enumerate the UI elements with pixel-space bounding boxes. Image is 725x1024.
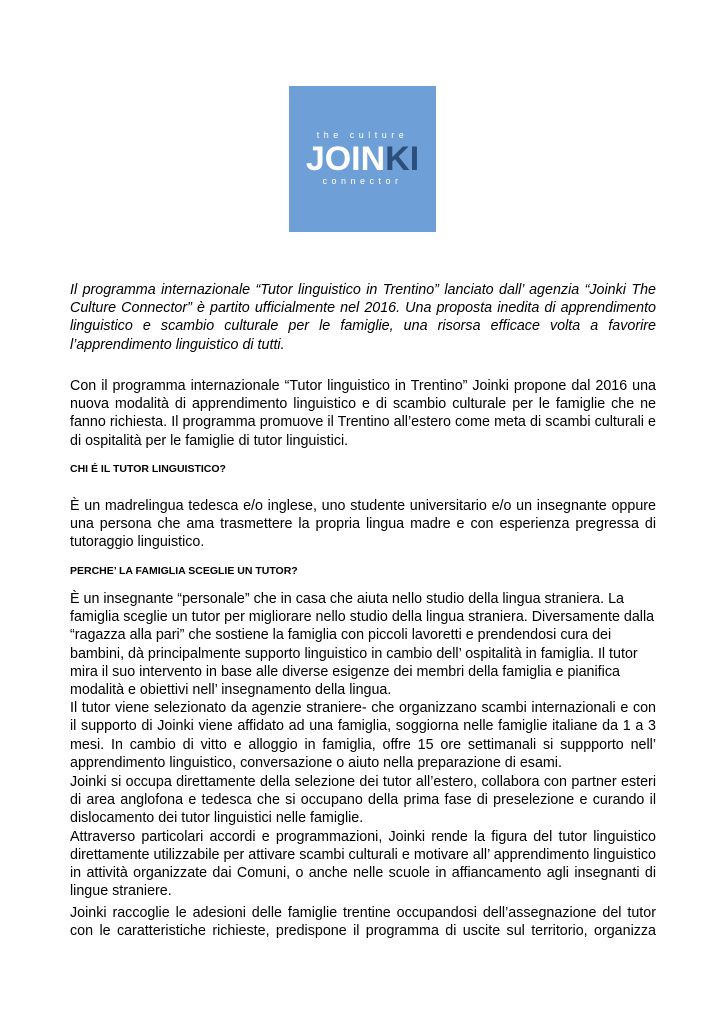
joinki-logo xyxy=(289,86,436,232)
paragraph-joinki-families xyxy=(70,904,656,940)
paragraph-joinki-agreements: Attraverso particolari accordi e programmazioni, Joinki rende la figura del tutor linguistico direttamente utilizzabile per attivare scambi culturali e motivare all’ apprendimento linguistico in attività organizzate dai Comuni, o anche nelle scuole in affiancamento agli insegnanti di lingue straniere. xyxy=(70,828,656,900)
logo-brand xyxy=(289,142,436,176)
paragraph-line: con le caratteristiche richieste, predispone il programma di uscite sul territorio, organizza xyxy=(70,923,656,940)
heading-who-is-tutor: CHI É IL TUTOR LINGUISTICO? xyxy=(70,463,226,475)
section-joinki-role xyxy=(70,773,656,900)
logo-tagline-bottom: connector xyxy=(322,176,403,186)
paragraph-program: Con il programma internazionale “Tutor linguistico in Trentino” Joinki propone dal 2016 una nuova modalità di apprendimento linguistico e di scambio culturale per le famiglie che ne fanno richiesta. Il programma promuove il Trentino all’estero come meta di scambi culturali e di ospitalità per le famiglie di tutor linguistici. xyxy=(70,378,656,449)
section-why-family xyxy=(70,590,656,772)
heading-why-family: PERCHE’ LA FAMIGLIA SCEGLIE UN TUTOR? xyxy=(70,565,298,577)
paragraph-who-is-tutor: È un madrelingua tedesca e/o inglese, uno studente universitario e/o un insegnante oppure una persona che ama trasmettere la propria lingua madre e con esperienza pregressa di tutoraggio linguistico. xyxy=(70,498,656,551)
intro-paragraph: Il programma internazionale “Tutor linguistico in Trentino” lanciato dall’ agenzia “Joinki The Culture Connector” è partito ufficialmente nel 2016. Una proposta inedita di apprendimento linguistico e scambio culturale per le famiglie, una risorsa efficace volta a favorire l’apprendimento linguistico di tutti. xyxy=(70,282,656,353)
paragraph-joinki-selection: Joinki si occupa direttamente della selezione dei tutor all’estero, collabora con partner esteri di area anglofona e tedesca che si occupano della prima fase di preselezione e curando il dislocamento dei tutor linguistici nelle famiglie. xyxy=(70,774,656,827)
paragraph-line: Joinki raccoglie le adesioni delle famiglie trentine occupandosi dell’assegnazione del tutor xyxy=(70,905,656,921)
paragraph-why-family-a: È un insegnante “personale” che in casa che aiuta nello studio della lingua straniera. La famiglia sceglie un tutor per migliorare nello studio della lingua straniera. Diversamente dalla “ragazza alla pari” che sostiene la famiglia con piccoli lavoretti e prendendosi cura dei bambini, dà principalmente supporto linguistico in cambio dell’ ospitalità in famiglia. Il tutor mira il suo intervento in base alle diverse esigenze dei membri della famiglia e pianifica modalità e obiettivi nell’ insegnamento della lingua. xyxy=(70,591,655,699)
logo-brand-main: JOIN xyxy=(305,140,386,178)
logo-tagline-top: the culture xyxy=(316,130,409,140)
paragraph-why-family-b: Il tutor viene selezionato da agenzie straniere- che organizzano scambi internazionali e con il supporto di Joinki viene affidato ad una famiglia, soggiorna nelle famiglie italiane da 1 a 3 mesi. In cambio di vitto e alloggio in famiglia, offre 15 ore settimanali si suppporto nell’ apprendimento linguistico, conversazione o aiuto nella preparazione di esami. xyxy=(70,700,656,771)
logo-brand-accent: KI xyxy=(385,140,420,178)
